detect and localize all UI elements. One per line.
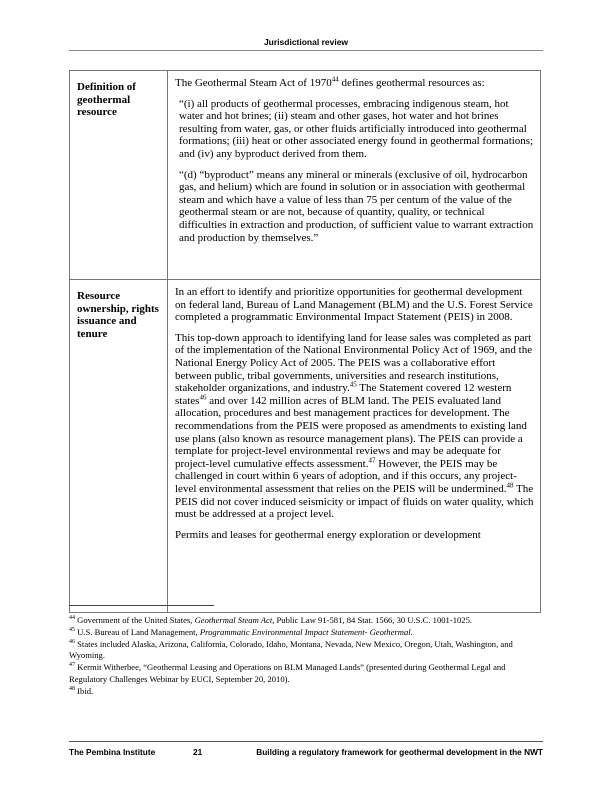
text-run: The Geothermal Steam Act of 1970 bbox=[175, 77, 332, 89]
footnote-number: 46 bbox=[69, 638, 75, 645]
footer-divider bbox=[69, 741, 543, 742]
row-content bbox=[168, 280, 541, 613]
quote-paragraph: “(i) all products of geothermal processes, embracing indigenous steam, hot water and hot brines; (ii) steam and other gases, hot water and hot brines resulting from water, gas, or other fluids artificially introduced into geothermal formations; (iii) heat or other associated energy found in geothermal formations; and (iv) any byproduct derived from them. bbox=[179, 97, 534, 160]
footnote-number: 45 bbox=[69, 626, 75, 633]
footnote-ref: 45 bbox=[349, 380, 357, 389]
text-run: defines geothermal resources as: bbox=[338, 77, 485, 89]
footnote bbox=[69, 639, 543, 663]
footnotes bbox=[69, 615, 543, 698]
table-row bbox=[70, 280, 541, 613]
footnote bbox=[69, 662, 543, 686]
footnote-ref: 46 bbox=[199, 393, 207, 402]
text-run: U.S. Bureau of Land Management, bbox=[77, 626, 200, 637]
footer-document-title: Building a regulatory framework for geothermal development in the NWT bbox=[256, 747, 543, 757]
text-run: Government of the United States, bbox=[77, 615, 195, 625]
text-run: Public Law 91-581, 84 Stat. 1566, 30 U.S.C. 1001-1025. bbox=[274, 615, 473, 625]
text-run-italic: Programmatic Environmental Impact Statement- Geothermal. bbox=[199, 626, 413, 637]
jurisdiction-table bbox=[69, 70, 541, 613]
paragraph: Permits and leases for geothermal energy exploration or development bbox=[175, 528, 481, 541]
footnote-number: 47 bbox=[69, 662, 75, 669]
footnote-number: 48 bbox=[69, 685, 75, 692]
text-run: The Statement covered 12 western states bbox=[175, 382, 512, 407]
text-run: However, the PEIS may be challenged in court within 6 years of adoption, and if this occurs, any project-level environmental assessment that relies on the PEIS will be undermined. bbox=[175, 457, 517, 495]
text-run: States included Alaska, Arizona, California, Colorado, Idaho, Montana, Nevada, New Mexico, Oregon, Utah, Washington, and Wyoming. bbox=[69, 638, 513, 661]
text-run: Kermit Witherbee, “Geothermal Leasing and Operations on BLM Managed Lands” (presented during Geothermal Legal and Regulatory Challenges Webinar by EUCI, September 20, 2010). bbox=[69, 662, 506, 684]
row-content bbox=[168, 71, 541, 280]
footnote-ref: 48 bbox=[506, 481, 514, 490]
text-run: This top-down approach to identifying land for lease sales was completed as part of the implementation of the National Environmental Policy Act of 1969, and the National Energy Policy Act of 2005. The PEIS was a collaborative effort between public, tribal governments, universities and research institutions, stakeholder organizations, and industry. bbox=[175, 331, 533, 395]
footnote bbox=[69, 615, 543, 627]
quote-paragraph: “(d) “byproduct” means any mineral or minerals (exclusive of oil, hydrocarbon gas, and helium) which are found in solution or in association with geothermal steam and which have a value of less than 75 per centum of the value of the geothermal steam or are not, because of quantity, quality, or technical difficulties in extraction and production, of sufficient value to warrant extraction and production by themselves.” bbox=[179, 168, 534, 244]
footnote bbox=[69, 686, 543, 698]
footnote-divider bbox=[69, 605, 214, 606]
row-label: Resource ownership, rights issuance and tenure bbox=[70, 280, 168, 613]
running-header: Jurisdictional review bbox=[263, 37, 349, 47]
footer-organization: The Pembina Institute bbox=[69, 747, 156, 757]
table-row bbox=[70, 71, 541, 280]
text-run: Ibid. bbox=[77, 685, 94, 696]
paragraph bbox=[175, 77, 534, 90]
text-run: and over 142 million acres of BLM land. The PEIS evaluated land allocation, procedures and best management practices for development. The recommendations from the PEIS were proposed as amendments to existing land use plans (also known as resource management plans). The PEIS can provide a template for project-level environmental reviews and may be adequate for project-level cumulative effects assessment. bbox=[175, 394, 527, 470]
row-label: Definition of geothermal resource bbox=[70, 71, 168, 280]
text-run: The PEIS did not cover induced seismicity or impact of fluids on water quality, which must be addressed at a project level. bbox=[175, 482, 534, 521]
footnote bbox=[69, 627, 543, 639]
paragraph: In an effort to identify and prioritize opportunities for geothermal development on federal land, Bureau of Land Management (BLM) and the U.S. Forest Service completed a programmatic Environmental Impact Statement (PEIS) in 2008. bbox=[175, 286, 533, 324]
text-run-italic: Geothermal Steam Act, bbox=[194, 615, 275, 625]
paragraph bbox=[175, 332, 534, 521]
header-divider bbox=[69, 50, 543, 51]
page-number: 21 bbox=[193, 747, 203, 757]
footnote-ref: 44 bbox=[331, 75, 339, 84]
footnote-ref: 47 bbox=[368, 456, 376, 465]
footnote-number: 44 bbox=[69, 615, 75, 622]
